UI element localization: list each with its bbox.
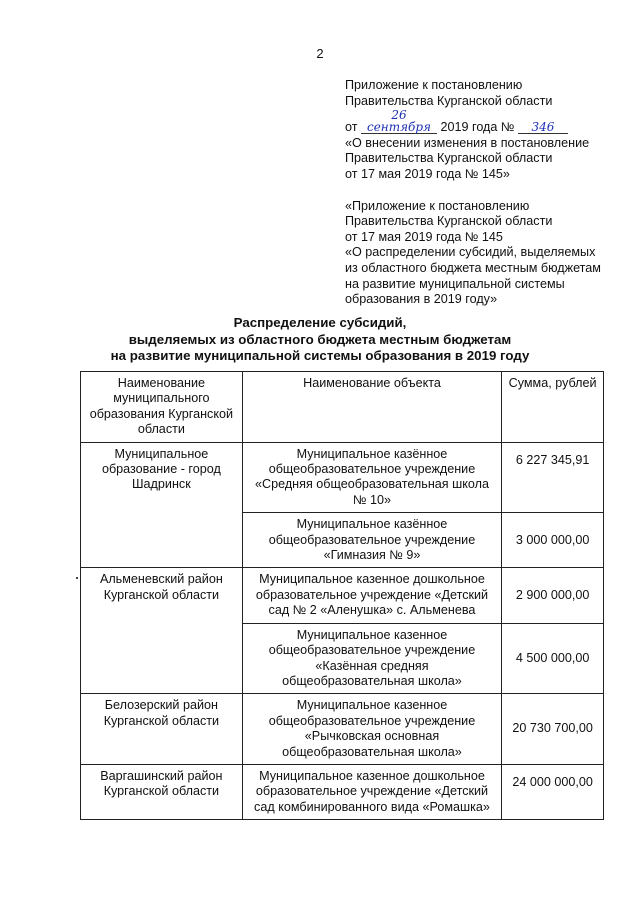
appendix-line: образования в 2019 году» xyxy=(345,292,498,307)
heading-line: Распределение субсидий, xyxy=(233,315,407,330)
table-row xyxy=(81,694,604,765)
object-cell: Муниципальное казенное общеобразовательное учреждение «Казённая средняя общеобразовательная школа» xyxy=(242,623,501,694)
header-object: Наименование объекта xyxy=(242,372,501,443)
table-header-row xyxy=(81,372,604,443)
object-cell: Муниципальное казенное общеобразовательное учреждение «Рычковская основная общеобразовательная школа» xyxy=(242,694,501,765)
handwritten-number: 346 xyxy=(518,121,568,134)
object-cell: Муниципальное казённое общеобразовательное учреждение «Гимназия № 9» xyxy=(242,513,501,568)
subsidies-table xyxy=(80,371,604,820)
heading-line: на развитие муниципальной системы образования в 2019 году xyxy=(110,348,530,363)
municipality-cell: Муниципальное образование - город Шадринск xyxy=(81,442,243,568)
appendix-line: от 17 мая 2019 года № 145 xyxy=(345,229,503,244)
appendix-line: Правительства Курганской области xyxy=(345,151,553,166)
appendix-block xyxy=(345,78,635,308)
spacer xyxy=(345,183,635,199)
appendix-line: Правительства Курганской области xyxy=(345,214,553,229)
heading-line: выделяемых из областного бюджета местным бюджетам xyxy=(128,331,512,347)
sum-cell: 24 000 000,00 xyxy=(502,764,604,819)
sum-cell: 4 500 000,00 xyxy=(502,623,604,694)
header-municipality: Наименование муниципального образования Курганской области xyxy=(81,372,243,443)
table-row xyxy=(81,568,604,623)
handwritten-date: 26 сентября xyxy=(361,109,437,134)
appendix-line: на развитие муниципальной системы xyxy=(345,276,565,291)
object-cell: Муниципальное казенное дошкольное образовательное учреждение «Детский сад комбинированного вида «Ромашка» xyxy=(242,764,501,819)
appendix-date-line xyxy=(345,109,635,136)
sum-cell: 2 900 000,00 xyxy=(502,568,604,623)
appendix-line: Приложение к постановлению xyxy=(345,78,523,92)
date-middle: 2019 года № xyxy=(440,120,515,135)
object-cell: Муниципальное казенное дошкольное образовательное учреждение «Детский сад № 2 «Аленушка» с. Альменева xyxy=(242,568,501,623)
appendix-line: Правительства Курганской области xyxy=(345,93,553,108)
sum-cell: 20 730 700,00 xyxy=(502,694,604,765)
municipality-cell: Белозерский район Курганской области xyxy=(81,694,243,765)
sum-cell: 6 227 345,91 xyxy=(502,442,604,513)
municipality-cell: Альменевский район Курганской области xyxy=(81,568,243,694)
appendix-line: «О внесении изменения в постановление xyxy=(345,135,590,150)
appendix-line: «О распределении субсидий, выделяемых xyxy=(345,245,596,260)
object-cell: Муниципальное казённое общеобразовательное учреждение «Средняя общеобразовательная школа № 10» xyxy=(242,442,501,513)
document-heading xyxy=(0,315,640,365)
appendix-line: из областного бюджета местным бюджетам xyxy=(345,260,601,275)
appendix-line: «Приложение к постановлению xyxy=(345,198,530,213)
date-prefix: от xyxy=(345,120,358,135)
appendix-line: от 17 мая 2019 года № 145» xyxy=(345,166,510,181)
header-sum: Сумма, рублей xyxy=(502,372,604,443)
table-row xyxy=(81,764,604,819)
page-number: 2 xyxy=(316,46,324,61)
sum-cell: 3 000 000,00 xyxy=(502,513,604,568)
scan-speck xyxy=(76,577,78,579)
table-row xyxy=(81,442,604,513)
municipality-cell: Варгашинский район Курганской области xyxy=(81,764,243,819)
